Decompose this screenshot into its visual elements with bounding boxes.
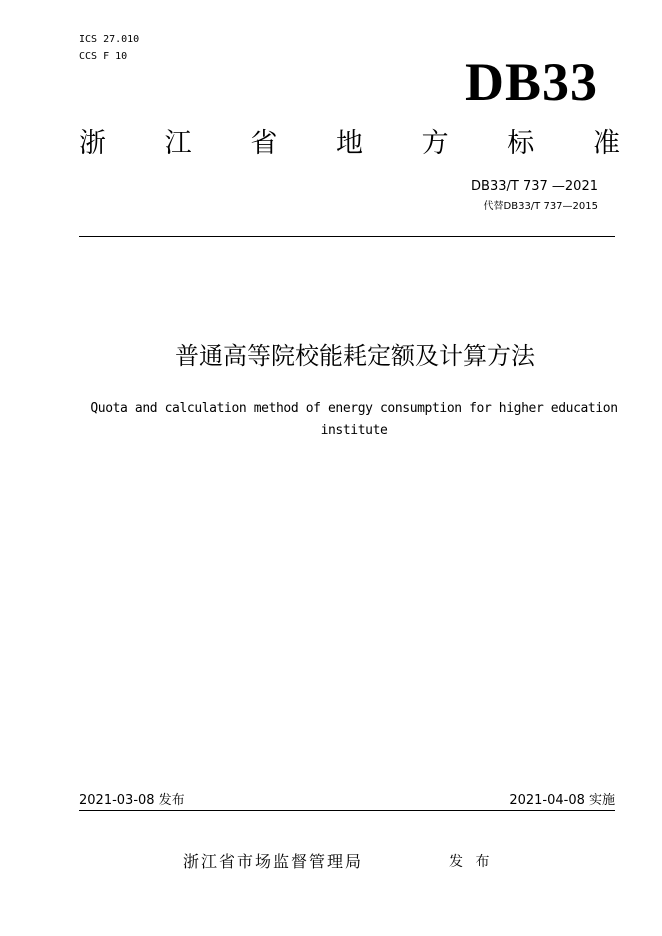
footer-divider — [79, 810, 615, 811]
publisher: 浙江省市场监督管理局 — [183, 852, 364, 871]
standard-type-char: 准 — [592, 128, 620, 159]
issue-date: 2021-03-08 发布 — [79, 793, 185, 808]
chinese-title: 普通高等院校能耗定额及计算方法 — [175, 342, 535, 370]
replaces-standard: 代替DB33/T 737—2015 — [483, 201, 598, 212]
english-title — [79, 398, 629, 442]
standard-number: DB33/T 737 —2021 — [471, 179, 598, 194]
standard-type-char: 标 — [507, 128, 535, 159]
standard-type-char: 江 — [164, 128, 192, 159]
standard-type — [79, 128, 620, 160]
standard-type-char: 省 — [250, 128, 278, 159]
standard-type-char: 方 — [421, 128, 449, 159]
publish-label: 发 布 — [449, 854, 494, 870]
ccs-code: CCS F 10 — [79, 51, 128, 62]
english-title-line: institute — [320, 423, 388, 438]
standard-type-char: 地 — [335, 128, 363, 159]
ics-code: ICS 27.010 — [79, 34, 140, 45]
header-divider — [79, 236, 615, 237]
standard-type-char: 浙 — [79, 128, 106, 159]
implement-date: 2021-04-08 实施 — [509, 793, 615, 808]
db-mark: DB33 — [464, 52, 598, 112]
english-title-line: Quota and calculation method of energy consumption for higher education — [90, 401, 618, 416]
